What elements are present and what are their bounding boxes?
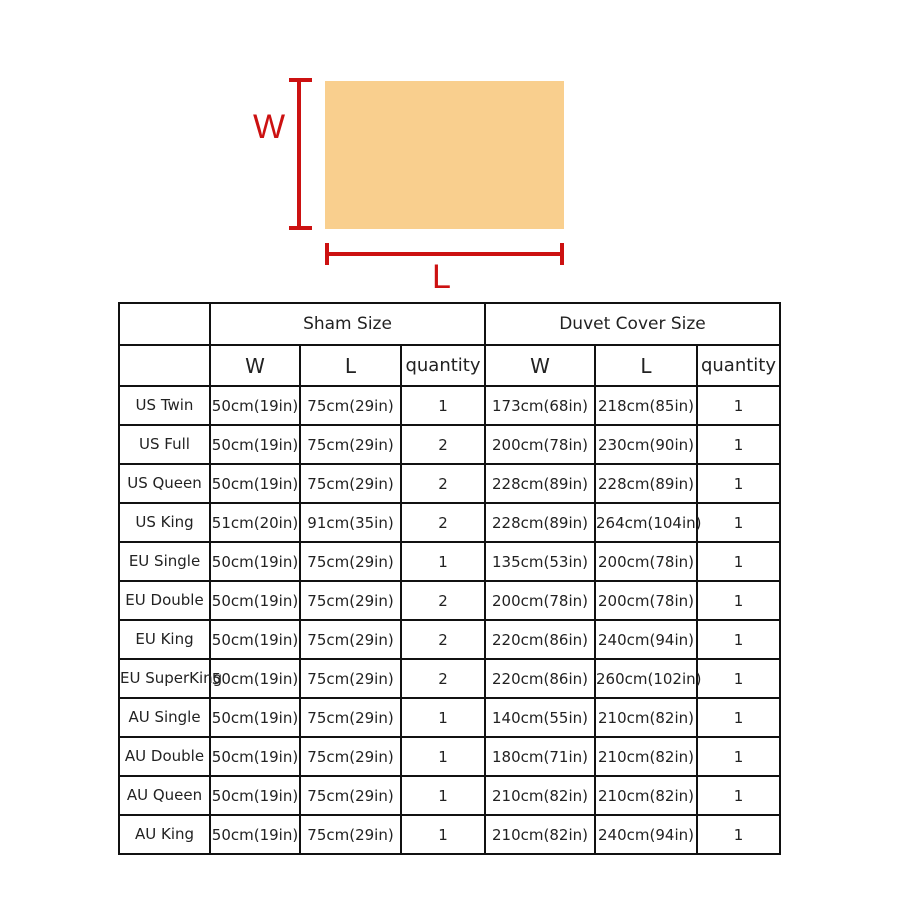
sham-length-cell: 75cm(29in) bbox=[300, 386, 401, 425]
sham-length-cell: 75cm(29in) bbox=[300, 659, 401, 698]
size-name-cell: EU Single bbox=[119, 542, 210, 581]
width-dimension-cap-bottom bbox=[289, 226, 312, 230]
sub-header-row bbox=[119, 345, 780, 386]
duvet-width-cell: 210cm(82in) bbox=[485, 776, 595, 815]
duvet-length-cell: 200cm(78in) bbox=[595, 542, 697, 581]
duvet-quantity-cell: 1 bbox=[697, 815, 780, 854]
sham-width-header: W bbox=[210, 345, 300, 386]
table-row bbox=[119, 737, 780, 776]
size-name-cell: AU Double bbox=[119, 737, 210, 776]
table-row bbox=[119, 542, 780, 581]
sham-quantity-cell: 2 bbox=[401, 620, 485, 659]
table-row bbox=[119, 464, 780, 503]
duvet-quantity-cell: 1 bbox=[697, 659, 780, 698]
duvet-quantity-cell: 1 bbox=[697, 503, 780, 542]
sham-width-cell: 50cm(19in) bbox=[210, 620, 300, 659]
sham-width-cell: 50cm(19in) bbox=[210, 425, 300, 464]
sham-quantity-cell: 1 bbox=[401, 542, 485, 581]
duvet-quantity-cell: 1 bbox=[697, 776, 780, 815]
sham-length-cell: 75cm(29in) bbox=[300, 542, 401, 581]
sham-length-cell: 75cm(29in) bbox=[300, 425, 401, 464]
table-row bbox=[119, 581, 780, 620]
sham-length-cell: 75cm(29in) bbox=[300, 581, 401, 620]
corner-cell bbox=[119, 303, 210, 345]
duvet-width-cell: 140cm(55in) bbox=[485, 698, 595, 737]
sham-length-cell: 75cm(29in) bbox=[300, 620, 401, 659]
duvet-width-cell: 200cm(78in) bbox=[485, 425, 595, 464]
width-label: W bbox=[253, 108, 286, 146]
sham-length-cell: 91cm(35in) bbox=[300, 503, 401, 542]
duvet-quantity-cell: 1 bbox=[697, 698, 780, 737]
size-name-cell: AU Single bbox=[119, 698, 210, 737]
sham-width-cell: 50cm(19in) bbox=[210, 386, 300, 425]
table-row bbox=[119, 425, 780, 464]
corner-cell bbox=[119, 345, 210, 386]
sham-length-cell: 75cm(29in) bbox=[300, 698, 401, 737]
group-header-row bbox=[119, 303, 780, 345]
duvet-quantity-cell: 1 bbox=[697, 620, 780, 659]
sham-length-cell: 75cm(29in) bbox=[300, 776, 401, 815]
sham-quantity-cell: 2 bbox=[401, 659, 485, 698]
sham-length-cell: 75cm(29in) bbox=[300, 464, 401, 503]
table-row bbox=[119, 815, 780, 854]
sham-quantity-cell: 1 bbox=[401, 776, 485, 815]
sham-width-cell: 50cm(19in) bbox=[210, 542, 300, 581]
size-name-cell: EU Double bbox=[119, 581, 210, 620]
sham-width-cell: 50cm(19in) bbox=[210, 737, 300, 776]
duvet-length-cell: 240cm(94in) bbox=[595, 815, 697, 854]
table-row bbox=[119, 503, 780, 542]
duvet-width-cell: 228cm(89in) bbox=[485, 503, 595, 542]
table-row bbox=[119, 698, 780, 737]
sham-quantity-cell: 2 bbox=[401, 581, 485, 620]
duvet-width-cell: 220cm(86in) bbox=[485, 659, 595, 698]
duvet-length-cell: 200cm(78in) bbox=[595, 581, 697, 620]
duvet-width-cell: 180cm(71in) bbox=[485, 737, 595, 776]
duvet-quantity-cell: 1 bbox=[697, 542, 780, 581]
duvet-length-header: L bbox=[595, 345, 697, 386]
duvet-cover-size-header: Duvet Cover Size bbox=[485, 303, 780, 345]
sham-quantity-cell: 1 bbox=[401, 815, 485, 854]
duvet-length-cell: 260cm(102in) bbox=[595, 659, 697, 698]
duvet-width-cell: 220cm(86in) bbox=[485, 620, 595, 659]
duvet-quantity-cell: 1 bbox=[697, 581, 780, 620]
sham-quantity-cell: 1 bbox=[401, 737, 485, 776]
duvet-length-cell: 240cm(94in) bbox=[595, 620, 697, 659]
sham-length-header: L bbox=[300, 345, 401, 386]
table-row bbox=[119, 776, 780, 815]
size-table bbox=[118, 302, 781, 855]
table-row bbox=[119, 386, 780, 425]
sham-width-cell: 50cm(19in) bbox=[210, 581, 300, 620]
sham-quantity-cell: 2 bbox=[401, 503, 485, 542]
size-name-cell: US Twin bbox=[119, 386, 210, 425]
duvet-width-header: W bbox=[485, 345, 595, 386]
sham-width-cell: 50cm(19in) bbox=[210, 464, 300, 503]
duvet-width-cell: 200cm(78in) bbox=[485, 581, 595, 620]
size-name-cell: US King bbox=[119, 503, 210, 542]
size-name-cell: EU King bbox=[119, 620, 210, 659]
sham-length-cell: 75cm(29in) bbox=[300, 737, 401, 776]
sham-quantity-cell: 1 bbox=[401, 698, 485, 737]
size-name-cell: US Queen bbox=[119, 464, 210, 503]
length-label: L bbox=[432, 258, 451, 296]
sham-width-cell: 51cm(20in) bbox=[210, 503, 300, 542]
duvet-quantity-cell: 1 bbox=[697, 464, 780, 503]
duvet-length-cell: 228cm(89in) bbox=[595, 464, 697, 503]
duvet-width-cell: 210cm(82in) bbox=[485, 815, 595, 854]
sham-quantity-cell: 2 bbox=[401, 464, 485, 503]
duvet-length-cell: 264cm(104in) bbox=[595, 503, 697, 542]
duvet-length-cell: 210cm(82in) bbox=[595, 737, 697, 776]
duvet-width-cell: 228cm(89in) bbox=[485, 464, 595, 503]
width-dimension-line bbox=[297, 80, 301, 229]
size-diagram bbox=[0, 0, 900, 300]
duvet-length-cell: 230cm(90in) bbox=[595, 425, 697, 464]
sham-quantity-cell: 2 bbox=[401, 425, 485, 464]
size-name-cell: AU King bbox=[119, 815, 210, 854]
sham-width-cell: 50cm(19in) bbox=[210, 815, 300, 854]
size-name-cell: AU Queen bbox=[119, 776, 210, 815]
duvet-width-cell: 135cm(53in) bbox=[485, 542, 595, 581]
size-name-cell: US Full bbox=[119, 425, 210, 464]
sham-width-cell: 50cm(19in) bbox=[210, 659, 300, 698]
sham-quantity-header: quantity bbox=[401, 345, 485, 386]
size-name-cell: EU SuperKing bbox=[119, 659, 210, 698]
sham-length-cell: 75cm(29in) bbox=[300, 815, 401, 854]
duvet-quantity-header: quantity bbox=[697, 345, 780, 386]
duvet-width-cell: 173cm(68in) bbox=[485, 386, 595, 425]
duvet-length-cell: 210cm(82in) bbox=[595, 776, 697, 815]
duvet-quantity-cell: 1 bbox=[697, 737, 780, 776]
duvet-length-cell: 210cm(82in) bbox=[595, 698, 697, 737]
table-row bbox=[119, 620, 780, 659]
table-row bbox=[119, 659, 780, 698]
product-rectangle bbox=[325, 81, 564, 229]
duvet-quantity-cell: 1 bbox=[697, 386, 780, 425]
sham-width-cell: 50cm(19in) bbox=[210, 776, 300, 815]
length-dimension-line bbox=[327, 252, 563, 256]
sham-size-header: Sham Size bbox=[210, 303, 485, 345]
sham-width-cell: 50cm(19in) bbox=[210, 698, 300, 737]
length-dimension-cap-right bbox=[560, 243, 564, 265]
sham-quantity-cell: 1 bbox=[401, 386, 485, 425]
duvet-length-cell: 218cm(85in) bbox=[595, 386, 697, 425]
duvet-quantity-cell: 1 bbox=[697, 425, 780, 464]
